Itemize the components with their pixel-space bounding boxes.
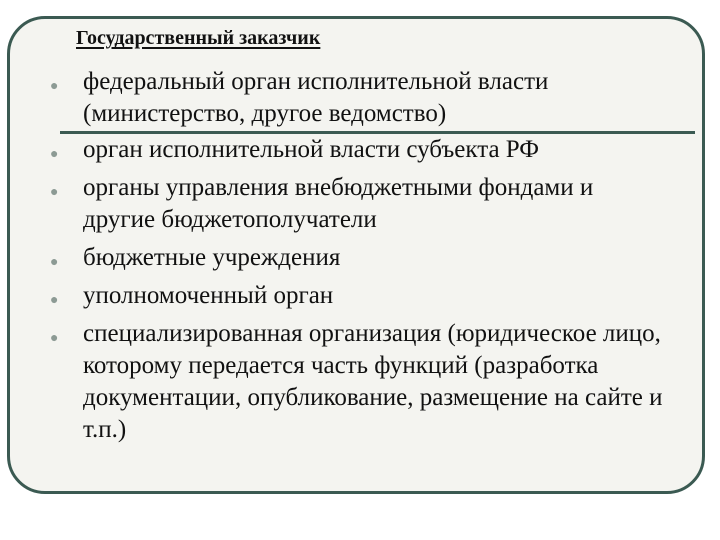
list-item-text: бюджетные учреждения	[83, 244, 341, 271]
bullet-icon: ●	[50, 79, 59, 94]
bullet-icon: ●	[50, 331, 59, 346]
bullet-icon: ●	[50, 185, 59, 200]
bullet-list	[50, 66, 670, 452]
list-item	[50, 242, 670, 274]
list-item	[50, 134, 670, 166]
bullet-icon: ●	[50, 147, 59, 162]
bullet-icon: ●	[50, 255, 59, 270]
list-item-text: органы управления внебюджетными фондами и другие бюджетополучатели	[83, 174, 594, 233]
slide-title: Государственный заказчик	[76, 27, 321, 49]
list-item	[50, 66, 670, 130]
list-item-text: специализированная организация (юридическое лицо, которому передается часть функций (разработка документации, опубликование, размещение на сайте и т.п.)	[83, 320, 663, 443]
list-item	[50, 280, 670, 312]
list-item-text: федеральный орган исполнительной власти (министерство, другое ведомство)	[83, 68, 549, 127]
list-item-text: уполномоченный орган	[83, 282, 334, 309]
bullet-icon: ●	[50, 293, 59, 308]
list-item	[50, 318, 670, 446]
list-item-text: орган исполнительной власти субъекта РФ	[83, 136, 540, 163]
list-item	[50, 172, 670, 236]
